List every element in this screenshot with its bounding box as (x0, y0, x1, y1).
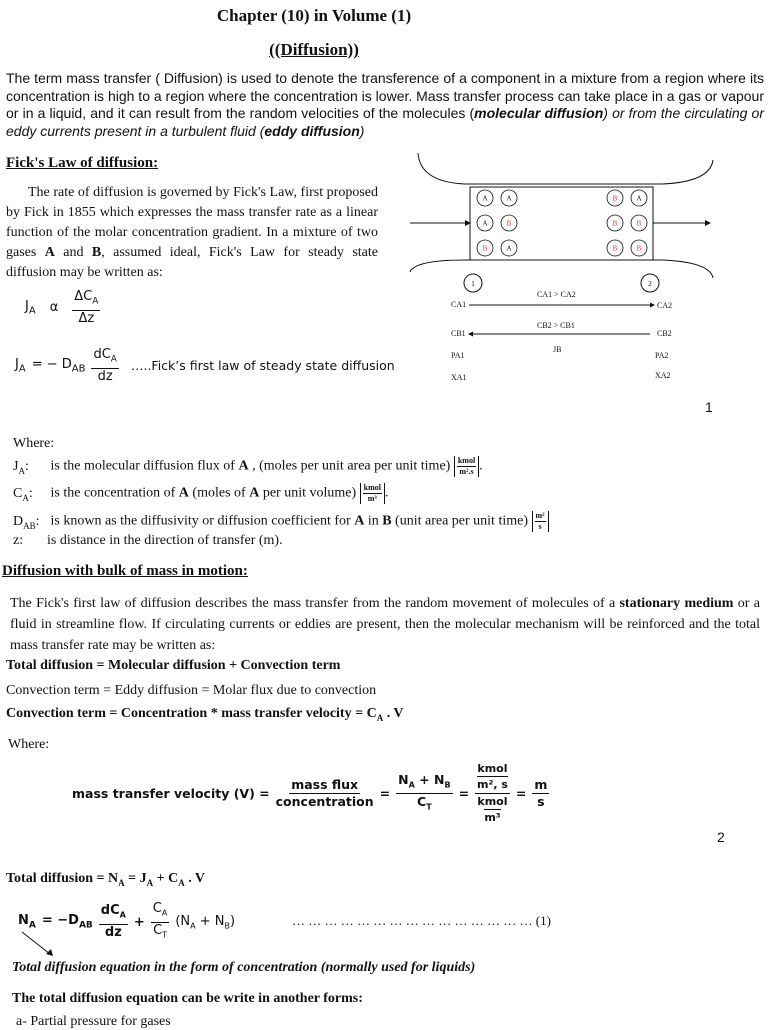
eqt-n: N (18, 913, 29, 929)
ca-relation: CA1 > CA2 (537, 290, 576, 299)
molecular-diffusion-term: molecular diffusion (474, 105, 604, 121)
eq2-mid (32, 357, 86, 375)
convection-term-formula (6, 706, 404, 723)
right-molecule-label: B (636, 244, 642, 253)
page-number-2: 2 (717, 829, 725, 845)
mass-transfer-velocity-equation (72, 762, 549, 825)
left-molecule-label: A (506, 244, 512, 253)
eqt-f2-num: C (152, 901, 162, 916)
ca-text-a2: A (249, 485, 260, 501)
ca1-label: CA1 (451, 300, 467, 309)
right-molecules (607, 190, 647, 256)
eqt-f2-den-sub: T (162, 930, 168, 940)
eq2-d-sub: AB (71, 363, 86, 375)
xa1-label: XA1 (451, 373, 467, 382)
definition-ja (13, 456, 483, 480)
mtv-na: A (408, 780, 415, 789)
eq1-num: ΔC (74, 289, 93, 304)
pipe-bottom-wall (410, 260, 713, 278)
ca-sub: A (22, 492, 29, 503)
eqt-f1-den: dz (104, 924, 122, 940)
mtv-frac3 (475, 762, 510, 825)
left-molecule-label: A (482, 219, 488, 228)
mtv-m3: m³ (484, 811, 501, 824)
right-molecule-label: B (612, 244, 618, 253)
ca-unit-num: kmol (363, 483, 381, 492)
eqt-f1-num: dC (100, 903, 120, 919)
total-d: . V (184, 871, 206, 886)
bulk-motion-paragraph (10, 593, 760, 656)
topic-title: ((Diffusion)) (269, 40, 359, 59)
cb1-label: CB1 (451, 329, 466, 338)
cb2-label: CB2 (657, 329, 672, 338)
dab-unit-num: m² (535, 511, 545, 520)
eqt-frac1 (99, 904, 128, 940)
right-molecule-label: B (636, 219, 642, 228)
eqt-tail-b: B (224, 921, 230, 931)
dab-text-2: (unit area per unit time) (391, 513, 532, 529)
mtv-frac4 (532, 778, 549, 809)
intro-open2: ( (255, 122, 265, 139)
ca-text-a1: A (178, 485, 189, 501)
dab-d: D (13, 513, 24, 529)
total-diffusion-statement: Total diffusion = Molecular diffusion + Convection term (6, 658, 341, 673)
eq2-num: dC (93, 347, 111, 362)
eqt-n-sub: A (28, 920, 36, 931)
node-2-label: 2 (648, 280, 652, 288)
z-text: is distance in the direction of transfer (m). (47, 533, 283, 548)
total-a: Total diffusion = N (6, 871, 119, 886)
eqt-mid: = −D (41, 913, 79, 929)
left-molecule-label: A (482, 194, 488, 203)
total-equation-caption: Total diffusion equation in the form of concentration (normally used for liquids) (12, 960, 476, 975)
intro-text: The term mass transfer ( Diffusion) is used to denote the transference of a component in a mixture from a region where its concentration is high to a region where the concentration is lower. Mass transfer process can take place in a gas or vapour or in a liquid, and it can result from the random velocities of the molecules (6, 70, 764, 121)
eqt-tail: (N (175, 913, 191, 929)
ca-end: . (384, 485, 389, 501)
definition-z (13, 532, 283, 550)
total-sub-a: A (118, 877, 125, 888)
ca-unit-den: m³ (367, 494, 377, 503)
eq1-j: J (25, 299, 29, 314)
eq1-den: Δz (78, 310, 95, 326)
total-sub-c: A (178, 877, 185, 888)
ca-unit (360, 483, 385, 504)
mtv-c: C (417, 794, 427, 809)
mtv-nb: B (444, 780, 451, 789)
dab-b: B (382, 513, 392, 529)
ca2-label: CA2 (657, 301, 673, 310)
ja-unit-num: kmol (457, 456, 476, 465)
where-label-1: Where: (13, 436, 55, 451)
eqt-f2-den: C (153, 922, 163, 938)
eqt-tail-a: A (190, 921, 196, 931)
ja-unit (454, 456, 479, 477)
intro-paragraph (6, 70, 764, 140)
definition-ca (13, 483, 388, 507)
total-c: + C (153, 871, 179, 886)
eq2-fraction (91, 348, 119, 384)
mtv-eq1: = (379, 786, 391, 801)
eq2-j: J (15, 357, 19, 372)
eqt-tail-plus: + N (195, 913, 225, 929)
pointer-arrow-line (22, 932, 50, 954)
mtv-eq2: = (458, 786, 470, 801)
dab-symbol: $D_{AB}$: (13, 513, 40, 531)
mtv-plus: + N (414, 771, 445, 787)
ficks-law-heading: Fick's Law of diffusion: (6, 155, 159, 171)
pointer-arrow (20, 930, 60, 960)
mtv-ct: T (426, 802, 432, 812)
eqt-frac2 (151, 902, 170, 942)
outlet-arrowhead (705, 220, 711, 226)
right-molecule-label: B (612, 194, 618, 203)
mtv-den1: concentration (275, 794, 374, 809)
mtv-s: s (537, 794, 545, 809)
mtv-m2s: m², s (477, 778, 508, 791)
dab-unit (532, 511, 549, 532)
partial-pressure-item: a- Partial pressure for gases (16, 1014, 171, 1029)
bulk-text-c: or a fluid in streamline flow. If circulating currents or eddies are present, then the molecular mechanism will be reinforced and the total mass transfer rate may be written as: (10, 596, 760, 653)
total-b: = J (124, 871, 147, 886)
eqt-mid-sub: AB (78, 920, 93, 931)
cb-relation: CB2 > CB1 (537, 321, 575, 330)
left-molecule-label: B (482, 244, 488, 253)
ficks-text-a: The rate of diffusion is governed by Fick's Law, first proposed by Fick in 1855 which expresses the mass transfer rate as a linear function of the molar concentration gradient. In a mixture of two gases (6, 185, 378, 260)
ja-sub: A (18, 465, 25, 476)
dab-sub: AB (23, 520, 36, 531)
left-molecule-label: A (506, 194, 512, 203)
pa2-label: PA2 (655, 351, 669, 360)
eq1-num-sub: A (92, 296, 99, 307)
ca-arrowhead (650, 303, 655, 308)
mtv-n: N (398, 771, 409, 787)
eq2-lhs (15, 357, 26, 375)
mtv-kmol: kmol (477, 762, 508, 775)
ja-j: J (13, 458, 19, 474)
bulk-motion-heading: Diffusion with bulk of mass in motion: (2, 563, 248, 579)
eq1-lhs (25, 299, 36, 317)
node-1-label: 1 (471, 280, 475, 288)
xa2-label: XA2 (655, 371, 671, 380)
ficks-and: and (54, 245, 92, 260)
pipe-top-wall (418, 153, 713, 184)
ja-text-2: , (moles per unit area per unit time) (248, 458, 454, 474)
ficks-law-paragraph (6, 183, 378, 283)
ficks-first-law-equation (15, 348, 395, 384)
gas-b-label: B (91, 245, 102, 260)
membrane-box (470, 187, 653, 260)
eq2-j-sub: A (18, 363, 26, 375)
eq1-j-sub: A (28, 305, 36, 317)
convection-term-definition: Convection term = Eddy diffusion = Molar flux due to convection (6, 683, 377, 698)
eq1-fraction (72, 290, 100, 326)
z-symbol: z: (13, 533, 24, 548)
mtv-frac1 (276, 778, 374, 809)
dab-unit-den: s (538, 522, 542, 531)
eqt-f1-num-sub: A (119, 910, 126, 920)
chapter-title: Chapter (10) in Volume (1) (216, 6, 412, 25)
cb-arrowhead (468, 332, 473, 337)
eqt-f2-num-sub: A (161, 908, 168, 918)
definition-dab (13, 511, 549, 535)
proportionality-equation (25, 290, 100, 326)
ja-text-a: A (238, 458, 249, 474)
ficks-text-b: , assumed ideal, Fick's Law for steady state diffusion may be written as: (6, 245, 378, 280)
ficks-first-law-label: …..Fick’s first law of steady state diffusion (130, 358, 395, 374)
left-molecule-label: B (506, 219, 512, 228)
total-diffusion-line (6, 871, 205, 888)
other-forms-heading: The total diffusion equation can be write in another forms: (12, 991, 363, 1006)
ca-symbol: $C_A$: (13, 485, 33, 503)
ca-text-1: is the concentration of (50, 485, 179, 501)
jb-label: JB (553, 345, 562, 354)
conv-sub: A (376, 712, 384, 723)
bulk-text-a: The Fick's first law of diffusion describes the mass transfer from the random movement of molecules of a (10, 596, 620, 611)
ca-text-2: (moles of (188, 485, 250, 501)
mtv-label: mass transfer velocity (V) = (72, 786, 270, 801)
eq2-den: dz (97, 368, 113, 384)
proportional-symbol: α (49, 300, 59, 316)
ja-end: . (479, 458, 483, 474)
right-molecule-label: B (612, 219, 618, 228)
intro-open1: ( (465, 105, 475, 121)
pointer-arrow-head (46, 949, 53, 956)
mtv-num1: mass flux (291, 777, 359, 792)
right-molecule-label: A (636, 194, 642, 203)
left-molecules (477, 190, 517, 256)
ca-text-3: per unit volume) (259, 485, 360, 501)
ja-unit-den: m².s (459, 467, 474, 476)
stationary-medium-term: stationary medium (619, 596, 734, 611)
page-number-1: 1 (705, 399, 713, 415)
gas-a-label: A (44, 245, 55, 260)
pa1-label: PA1 (451, 351, 465, 360)
mtv-kmol2: kmol (477, 795, 508, 808)
eddy-diffusion-term: eddy diffusion (264, 122, 360, 139)
mtv-m: m (534, 777, 548, 792)
ja-text-1: is the molecular diffusion flux of (50, 458, 239, 474)
diffusion-diagram (405, 150, 725, 390)
eq2-eq: = − D (31, 357, 72, 372)
eqt-tail-close: ) (230, 913, 236, 929)
dab-text-1: is known as the diffusivity or diffusion coefficient for (50, 513, 355, 529)
intro-close1: ) or from the circulating or eddy currents present in a turbulent fluid (6, 105, 764, 139)
dab-a: A (354, 513, 365, 529)
dab-in: in (364, 513, 383, 529)
intro-close2: ) (359, 122, 365, 139)
mtv-frac2 (396, 773, 452, 815)
eqt-plus: + (133, 914, 145, 930)
conv-a: Convection term = Concentration * mass transfer velocity = C (6, 706, 377, 721)
ja-symbol: $J_A$: (13, 458, 29, 476)
conv-b: . V (383, 706, 404, 721)
ca-c: C (13, 485, 23, 501)
mtv-eq3: = (515, 786, 527, 801)
equation-number-1: … … … … … … … … … … … … … … … (1) (292, 913, 551, 928)
total-sub-b: A (146, 877, 154, 888)
eq2-num-sub: A (110, 354, 117, 365)
where-label-2: Where: (8, 737, 50, 752)
